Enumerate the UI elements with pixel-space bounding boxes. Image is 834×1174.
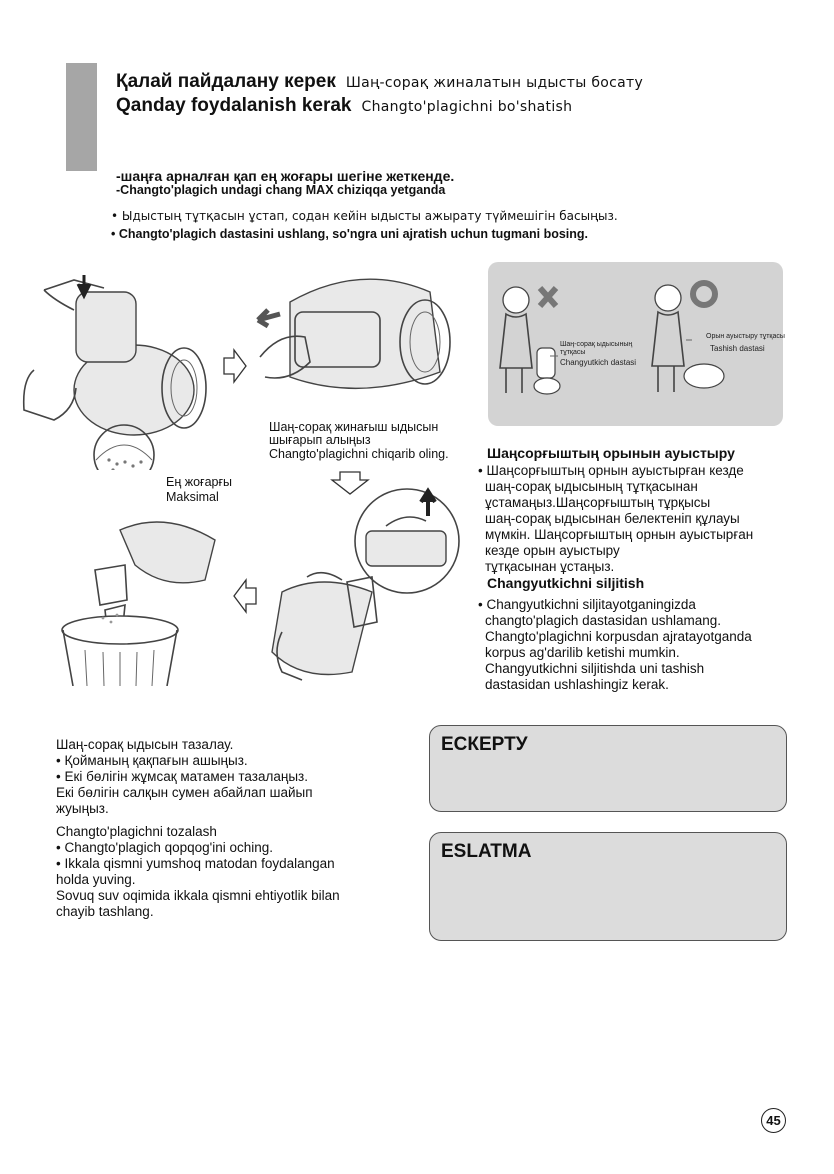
note-box-uz-title: ESLATMA: [441, 841, 532, 862]
cleaning-uz-line: Sovuq suv oqimida ikkala qismni ehtiyotlik bilan: [56, 888, 340, 903]
wrong-label-kk-2: тұтқасы: [560, 349, 586, 356]
wrong-label-uz: Changyutkich dastasi: [560, 358, 637, 367]
moving-uz-line: Changto'plagichni korpusdan ajratayotganda: [485, 629, 752, 644]
carry-figures-illustration: [492, 268, 782, 418]
intro-line1-kk: -шаңға арналған қап ең жоғары шегіне жеткенде.: [116, 168, 455, 184]
page-title-uz: [116, 95, 572, 117]
moving-uz-line: korpus ag'darilib ketishi mumkin.: [485, 645, 680, 660]
moving-kk-line: шаң-сорақ ыдысынан белектеніп құлауы: [485, 511, 740, 526]
moving-kk-line: ұстамаңыз.Шаңсорғыштың тұрқысы: [485, 495, 711, 510]
subtitle-kk: Шаң-сорақ жиналатын ыдысты босату: [345, 75, 644, 91]
moving-text-uz: [478, 597, 752, 693]
wrong-label-kk-1: Шаң-сорақ ыдысының: [560, 341, 633, 348]
cleaning-kk-line: • Екі бөлігін жұмсақ матамен тазалаңыз.: [56, 769, 308, 784]
cleaning-kk-line: • Қойманың қақпағын ашыңыз.: [56, 753, 248, 768]
cleaning-uz-line: • Changto'plagich qopqog'ini oching.: [56, 840, 274, 855]
title-uz: Qanday foydalanish kerak: [116, 95, 352, 116]
right-label-uz: Tashish dastasi: [710, 344, 765, 353]
subtitle-uz: Changto'plagichni bo'shatish: [361, 99, 573, 115]
moving-uz-line: dastasidan ushlashingiz kerak.: [485, 677, 669, 692]
cleaning-uz-line: holda yuving.: [56, 872, 136, 887]
page-number: 45: [761, 1108, 786, 1133]
cleaning-kk-line: Шаң-сорақ ыдысын тазалау.: [56, 737, 234, 752]
cleaning-kk-line: жуыңыз.: [56, 801, 109, 816]
caption-remove-uz: Changto'plagichni chiqarib oling.: [269, 447, 449, 461]
section-marker-bar: [66, 63, 97, 171]
caption-remove-kk-2: шығарып алыңыз: [269, 433, 371, 447]
note-box-kk: [429, 725, 787, 812]
moving-kk-line: • Шаңсорғыштың орнын ауыстырған кезде: [478, 463, 744, 478]
page-title-kk: [116, 71, 643, 93]
container-removal-illustration: [250, 262, 470, 412]
cleaning-kk-line: Екі бөлігін салқын сумен абайлап шайып: [56, 785, 313, 800]
cleaning-uz-line: Changto'plagichni tozalash: [56, 824, 217, 839]
caption-remove-kk-1: Шаң-сорақ жинағыш ыдысын: [269, 420, 439, 434]
intro-line2-kk: • Ыдыстың тұтқасын ұстап, содан кейін ыдысты ажырату түймешігін басыңыз.: [111, 209, 618, 223]
arrow-right-icon: [222, 348, 248, 384]
moving-kk-line: шаң-сорақ ыдысының тұтқасынан: [485, 479, 698, 494]
moving-kk-line: мүмкін. Шаңсорғыштың орнын ауыстырған: [485, 527, 754, 542]
moving-uz-line: Changyutkichni siljitishda uni tashish: [485, 661, 705, 676]
cleaning-uz-line: chayib tashlang.: [56, 904, 154, 919]
empty-bin-illustration: [55, 510, 235, 686]
moving-uz-line: changto'plagich dastasidan ushlamang.: [485, 613, 721, 628]
moving-uz-line: • Changyutkichni siljitayotganingizda: [478, 597, 696, 612]
caption-max-kk: Ең жоғарғы: [166, 475, 233, 489]
cleaning-text-kk: [56, 737, 313, 817]
caption-max-uz: Maksimal: [166, 490, 219, 504]
moving-text-kk: [478, 463, 753, 575]
cleaning-uz-line: • Ikkala qismni yumshoq matodan foydalangan: [56, 856, 335, 871]
intro-line1-uz: -Changto'plagich undagi chang MAX chiziqqa yetganda: [116, 183, 446, 197]
container-open-illustration: [262, 562, 472, 687]
arrow-left-icon: [232, 578, 258, 614]
cleaning-text-uz: [56, 824, 340, 920]
moving-title-uz: Changyutkichni siljitish: [487, 575, 645, 591]
title-kk: Қалай пайдалану керек: [116, 71, 336, 92]
intro-line2-uz: • Changto'plagich dastasini ushlang, so'ngra uni ajratish uchun tugmani bosing.: [111, 227, 589, 241]
vacuum-release-illustration: [14, 270, 224, 470]
note-box-kk-title: ЕСКЕРТУ: [441, 734, 528, 755]
right-label-kk: Орын ауыстыру тұтқасы: [706, 333, 785, 340]
moving-kk-line: кезде орын ауыстыру: [485, 543, 620, 558]
moving-title-kk: Шаңсорғыштың орынын ауыстыру: [487, 445, 735, 461]
moving-kk-line: тұтқасынан ұстаңыз.: [485, 559, 615, 574]
note-box-uz: [429, 832, 787, 941]
wrong-label: [560, 341, 632, 357]
